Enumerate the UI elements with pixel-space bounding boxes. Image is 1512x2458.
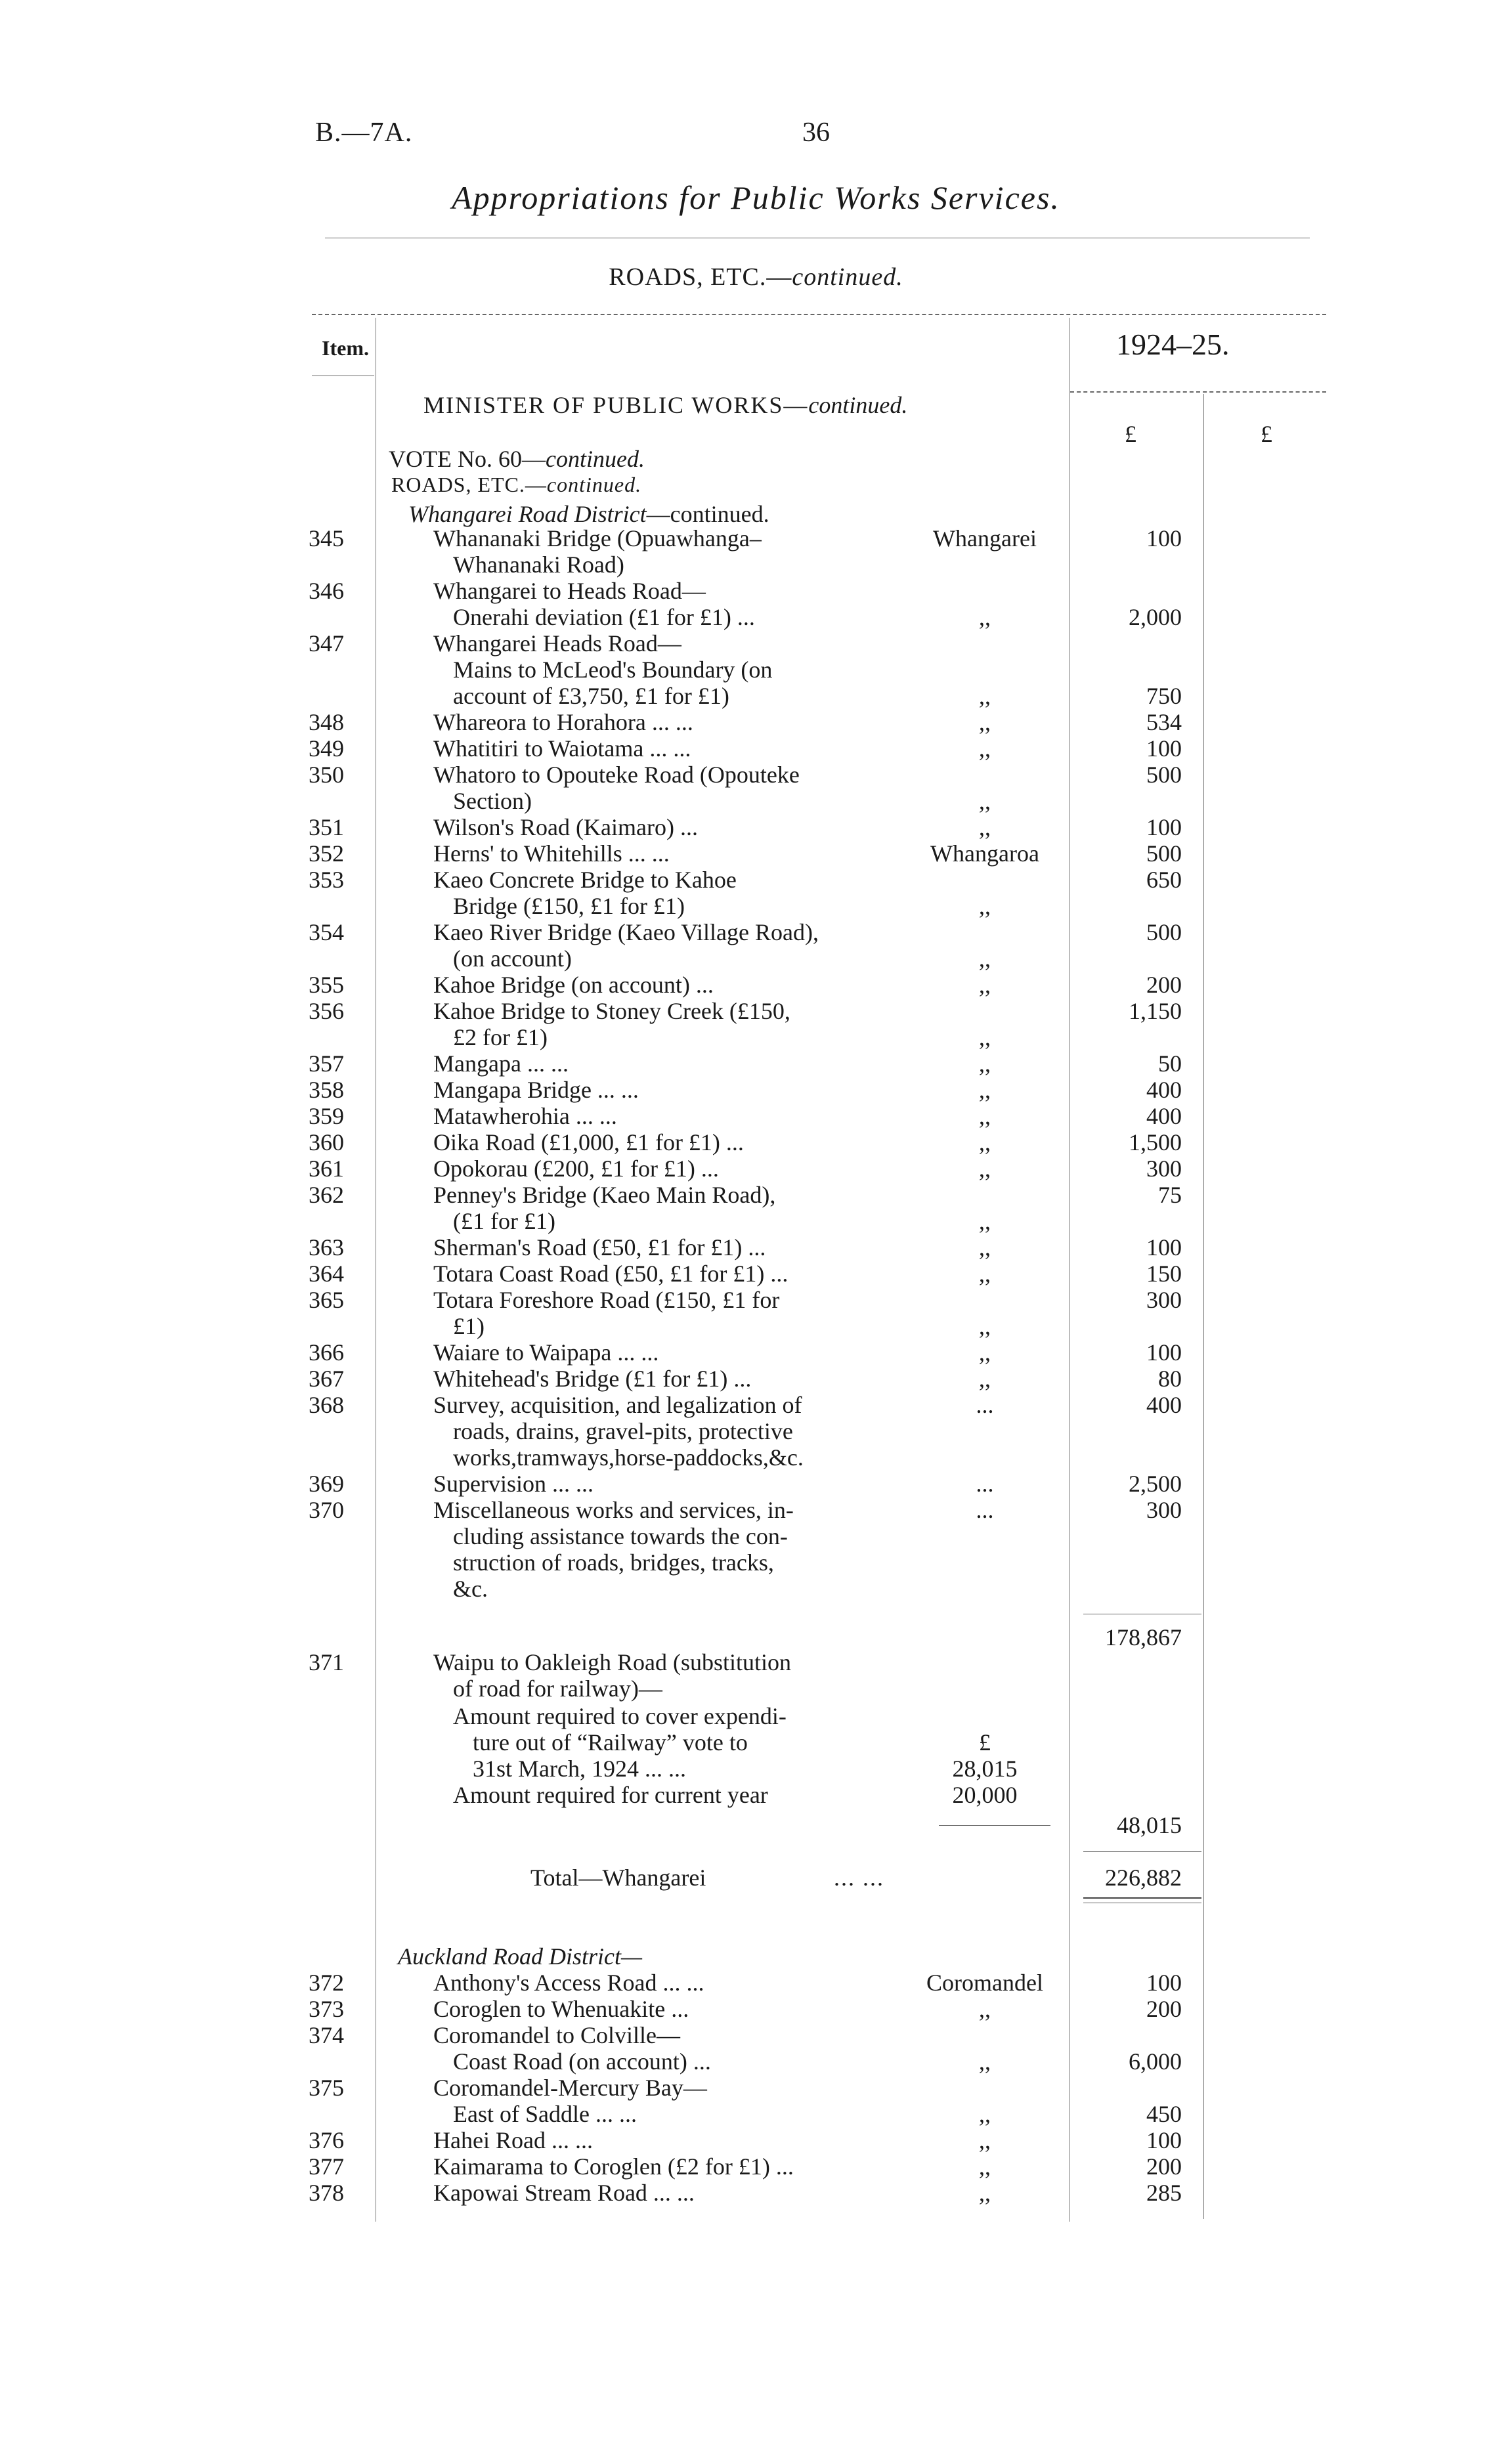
item-amount: 650 — [1146, 867, 1182, 893]
item-amount: 750 — [1146, 683, 1182, 709]
item-description: Miscellaneous works and services, in- — [433, 1497, 794, 1523]
item-number: 345 — [309, 525, 344, 551]
item-amount: 300 — [1146, 1155, 1182, 1182]
item-description: Coast Road (on account) ... — [453, 2048, 711, 2075]
item-location: ,, — [979, 604, 991, 630]
item-description: Kahoe Bridge to Stoney Creek (£150, — [433, 998, 790, 1024]
item-location: ,, — [979, 814, 991, 840]
item-number: 371 — [309, 1649, 344, 1675]
item-description: struction of roads, bridges, tracks, — [453, 1549, 774, 1576]
item-description: Wilson's Road (Kaimaro) ... — [433, 814, 698, 840]
item-description: (£1 for £1) — [453, 1208, 555, 1234]
item-location: ,, — [979, 2127, 991, 2153]
item-description: Oika Road (£1,000, £1 for £1) ... — [433, 1129, 744, 1155]
item-location: ,, — [979, 1103, 991, 1129]
item-description: account of £3,750, £1 for £1) — [453, 683, 729, 709]
item-location: ,, — [979, 683, 991, 709]
item-amount: 1,500 — [1129, 1129, 1182, 1155]
item-description: Whareora to Horahora ... ... — [433, 709, 693, 735]
item-amount: 285 — [1146, 2180, 1182, 2206]
item-location: ... — [976, 1392, 994, 1418]
item-description: Whitehead's Bridge (£1 for £1) ... — [433, 1366, 752, 1392]
pound-column-1: £ — [1125, 421, 1136, 447]
item-number: 369 — [309, 1471, 344, 1497]
item-number: 378 — [309, 2180, 344, 2206]
item-amount: 534 — [1146, 709, 1182, 735]
item-description: Whananaki Road) — [453, 551, 624, 578]
item-description: Kaeo Concrete Bridge to Kahoe — [433, 867, 737, 893]
roads-heading: ROADS, ETC.—continued. — [391, 473, 642, 496]
item-description: Anthony's Access Road ... ... — [433, 1970, 704, 1996]
item-description: cluding assistance towards the con- — [453, 1523, 788, 1549]
item-location: ,, — [979, 709, 991, 735]
item-location: ,, — [979, 2180, 991, 2206]
page-number: 36 — [802, 118, 830, 148]
item-number: 353 — [309, 867, 344, 893]
item-amount: 2,000 — [1129, 604, 1182, 630]
item-371-line-1: Waipu to Oakleigh Road (substitution — [433, 1649, 792, 1675]
item-amount: 500 — [1146, 762, 1182, 788]
item-description: works,tramways,horse-paddocks,&c. — [453, 1444, 804, 1471]
item-description: Kapowai Stream Road ... ... — [433, 2180, 695, 2206]
item-description: Whangarei to Heads Road— — [433, 578, 706, 604]
item-location: ,, — [979, 1050, 991, 1077]
item-number: 349 — [309, 735, 344, 762]
item-location: ,, — [979, 788, 991, 814]
item-amount: 50 — [1158, 1050, 1182, 1077]
year-column-header: 1924–25. — [1116, 328, 1230, 361]
item-amount: 80 — [1158, 1366, 1182, 1392]
item-number: 362 — [309, 1182, 344, 1208]
item-description: Survey, acquisition, and legalization of — [433, 1392, 802, 1418]
total-rule-bottom — [1083, 1897, 1201, 1899]
item-location: Coromandel — [926, 1970, 1043, 1996]
item-column-header: Item. — [322, 336, 369, 360]
item-description: Waiare to Waipapa ... ... — [433, 1339, 659, 1366]
header-rule — [312, 314, 1326, 315]
item-number: 357 — [309, 1050, 344, 1077]
item-location: ,, — [979, 1996, 991, 2022]
item-description: Totara Foreshore Road (£150, £1 for — [433, 1287, 780, 1313]
item-amount: 200 — [1146, 972, 1182, 998]
item-371-rule — [939, 1825, 1050, 1826]
item-location: ,, — [979, 2101, 991, 2127]
item-number: 346 — [309, 578, 344, 604]
item-description: Coromandel-Mercury Bay— — [433, 2075, 707, 2101]
item-number: 356 — [309, 998, 344, 1024]
item-number: 370 — [309, 1497, 344, 1523]
item-description: Whatitiri to Waiotama ... ... — [433, 735, 691, 762]
item-description: Coromandel to Colville— — [433, 2022, 680, 2048]
item-amount: 100 — [1146, 1970, 1182, 1996]
item-description: roads, drains, gravel-pits, protective — [453, 1418, 793, 1444]
total-rule-top — [1083, 1851, 1201, 1852]
item-description: Supervision ... ... — [433, 1471, 594, 1497]
year-header-rule — [1070, 391, 1326, 393]
item-number: 363 — [309, 1234, 344, 1261]
item-description: Penney's Bridge (Kaeo Main Road), — [433, 1182, 776, 1208]
item-number: 366 — [309, 1339, 344, 1366]
item-amount: 1,150 — [1129, 998, 1182, 1024]
item-description: Whananaki Bridge (Opuawhanga– — [433, 525, 762, 551]
item-amount: 100 — [1146, 814, 1182, 840]
pound-column-2: £ — [1261, 421, 1272, 447]
item-371-line-6: Amount required for current year — [453, 1782, 768, 1808]
item-amount: 500 — [1146, 919, 1182, 945]
item-number: 350 — [309, 762, 344, 788]
total-value: 226,882 — [1105, 1865, 1182, 1891]
item-location: ,, — [979, 1366, 991, 1392]
item-location: Whangaroa — [930, 840, 1039, 867]
item-number: 351 — [309, 814, 344, 840]
item-amount: 200 — [1146, 2153, 1182, 2180]
item-number: 352 — [309, 840, 344, 867]
item-number: 374 — [309, 2022, 344, 2048]
item-number: 364 — [309, 1261, 344, 1287]
item-number: 347 — [309, 630, 344, 657]
item-description: Whatoro to Opouteke Road (Opouteke — [433, 762, 800, 788]
item-number: 359 — [309, 1103, 344, 1129]
district-heading: Whangarei Road District—continued. — [408, 501, 769, 527]
item-location: ,, — [979, 1234, 991, 1261]
item-amount: 100 — [1146, 2127, 1182, 2153]
item-amount: 200 — [1146, 1996, 1182, 2022]
item-number: 375 — [309, 2075, 344, 2101]
item-number: 368 — [309, 1392, 344, 1418]
item-location: ,, — [979, 1313, 991, 1339]
item-amount: 400 — [1146, 1392, 1182, 1418]
item-description: Sherman's Road (£50, £1 for £1) ... — [433, 1234, 766, 1261]
item-location: ,, — [979, 2153, 991, 2180]
item-description: Onerahi deviation (£1 for £1) ... — [453, 604, 755, 630]
item-location: ,, — [979, 1129, 991, 1155]
item-number: 358 — [309, 1077, 344, 1103]
item-amount: 2,500 — [1129, 1471, 1182, 1497]
item-location: ,, — [979, 1077, 991, 1103]
total-label: Total—Whangarei — [530, 1865, 706, 1891]
item-location: ... — [976, 1471, 994, 1497]
item-location: Whangarei — [933, 525, 1037, 551]
item-amount: 100 — [1146, 1234, 1182, 1261]
item-amount: 450 — [1146, 2101, 1182, 2127]
item-number: 355 — [309, 972, 344, 998]
item-amount: 100 — [1146, 1339, 1182, 1366]
item-location: ,, — [979, 1155, 991, 1182]
item-371-value-1: 28,015 — [952, 1756, 1018, 1782]
item-371-line-4: ture out of “Railway” vote to — [473, 1729, 748, 1756]
item-number: 372 — [309, 1970, 344, 1996]
minister-heading: MINISTER OF PUBLIC WORKS—continued. — [423, 392, 908, 418]
item-description: Hahei Road ... ... — [433, 2127, 593, 2153]
subtotal-value: 178,867 — [1105, 1624, 1182, 1650]
item-location: ,, — [979, 1208, 991, 1234]
item-description: (on account) — [453, 945, 572, 972]
item-location: ,, — [979, 945, 991, 972]
item-371-line-3: Amount required to cover expendi- — [453, 1703, 787, 1729]
item-location: ,, — [979, 1339, 991, 1366]
item-amount: 100 — [1146, 735, 1182, 762]
item-number: 348 — [309, 709, 344, 735]
item-amount: 75 — [1158, 1182, 1182, 1208]
item-description: Matawherohia ... ... — [433, 1103, 617, 1129]
item-amount: 500 — [1146, 840, 1182, 867]
item-location: ... — [976, 1497, 994, 1523]
item-description: £2 for £1) — [453, 1024, 548, 1050]
item-371-line-2: of road for railway)— — [453, 1675, 662, 1702]
item-location: ,, — [979, 1024, 991, 1050]
item-description: Kaeo River Bridge (Kaeo Village Road), — [433, 919, 819, 945]
item-description: Kahoe Bridge (on account) ... — [433, 972, 714, 998]
item-description: Herns' to Whitehills ... ... — [433, 840, 670, 867]
item-description: Mangapa ... ... — [433, 1050, 569, 1077]
item-371-pound: £ — [979, 1729, 991, 1756]
item-location: ,, — [979, 2048, 991, 2075]
item-amount: 6,000 — [1129, 2048, 1182, 2075]
item-number: 354 — [309, 919, 344, 945]
item-number: 365 — [309, 1287, 344, 1313]
item-description: Totara Coast Road (£50, £1 for £1) ... — [433, 1261, 788, 1287]
document-code: B.—7A. — [315, 118, 413, 148]
item-amount: 100 — [1146, 525, 1182, 551]
item-371-value-2: 20,000 — [952, 1782, 1018, 1808]
item-description: Whangarei Heads Road— — [433, 630, 681, 657]
item-description: Coroglen to Whenuakite ... — [433, 1996, 689, 2022]
item-location: ,, — [979, 893, 991, 919]
total-dots: ... ... — [834, 1865, 884, 1891]
item-number: 361 — [309, 1155, 344, 1182]
item-description: Mangapa Bridge ... ... — [433, 1077, 639, 1103]
vote-heading: VOTE No. 60—continued. — [389, 446, 645, 472]
item-description: Bridge (£150, £1 for £1) — [453, 893, 685, 919]
amount-column-rule — [1203, 394, 1204, 2219]
item-description: Mains to McLeod's Boundary (on — [453, 657, 773, 683]
item-description: &c. — [453, 1576, 488, 1602]
item-amount: 300 — [1146, 1497, 1182, 1523]
item-description: £1) — [453, 1313, 485, 1339]
item-amount: 400 — [1146, 1077, 1182, 1103]
item-location: ,, — [979, 735, 991, 762]
item-description: Section) — [453, 788, 532, 814]
item-number: 367 — [309, 1366, 344, 1392]
section-title: ROADS, ETC.—continued. — [609, 263, 903, 291]
item-number: 376 — [309, 2127, 344, 2153]
item-description: Opokorau (£200, £1 for £1) ... — [433, 1155, 719, 1182]
item-location: ,, — [979, 1261, 991, 1287]
item-description: Kaimarama to Coroglen (£2 for £1) ... — [433, 2153, 794, 2180]
item-371-total: 48,015 — [1117, 1812, 1182, 1838]
auckland-heading: Auckland Road District— — [398, 1943, 642, 1970]
item-371-line-5: 31st March, 1924 ... ... — [473, 1756, 686, 1782]
item-description: East of Saddle ... ... — [453, 2101, 637, 2127]
item-amount: 150 — [1146, 1261, 1182, 1287]
item-amount: 400 — [1146, 1103, 1182, 1129]
item-location: ,, — [979, 972, 991, 998]
item-number: 377 — [309, 2153, 344, 2180]
item-number: 373 — [309, 1996, 344, 2022]
item-number: 360 — [309, 1129, 344, 1155]
page-title: Appropriations for Public Works Services. — [452, 179, 1060, 216]
item-amount: 300 — [1146, 1287, 1182, 1313]
